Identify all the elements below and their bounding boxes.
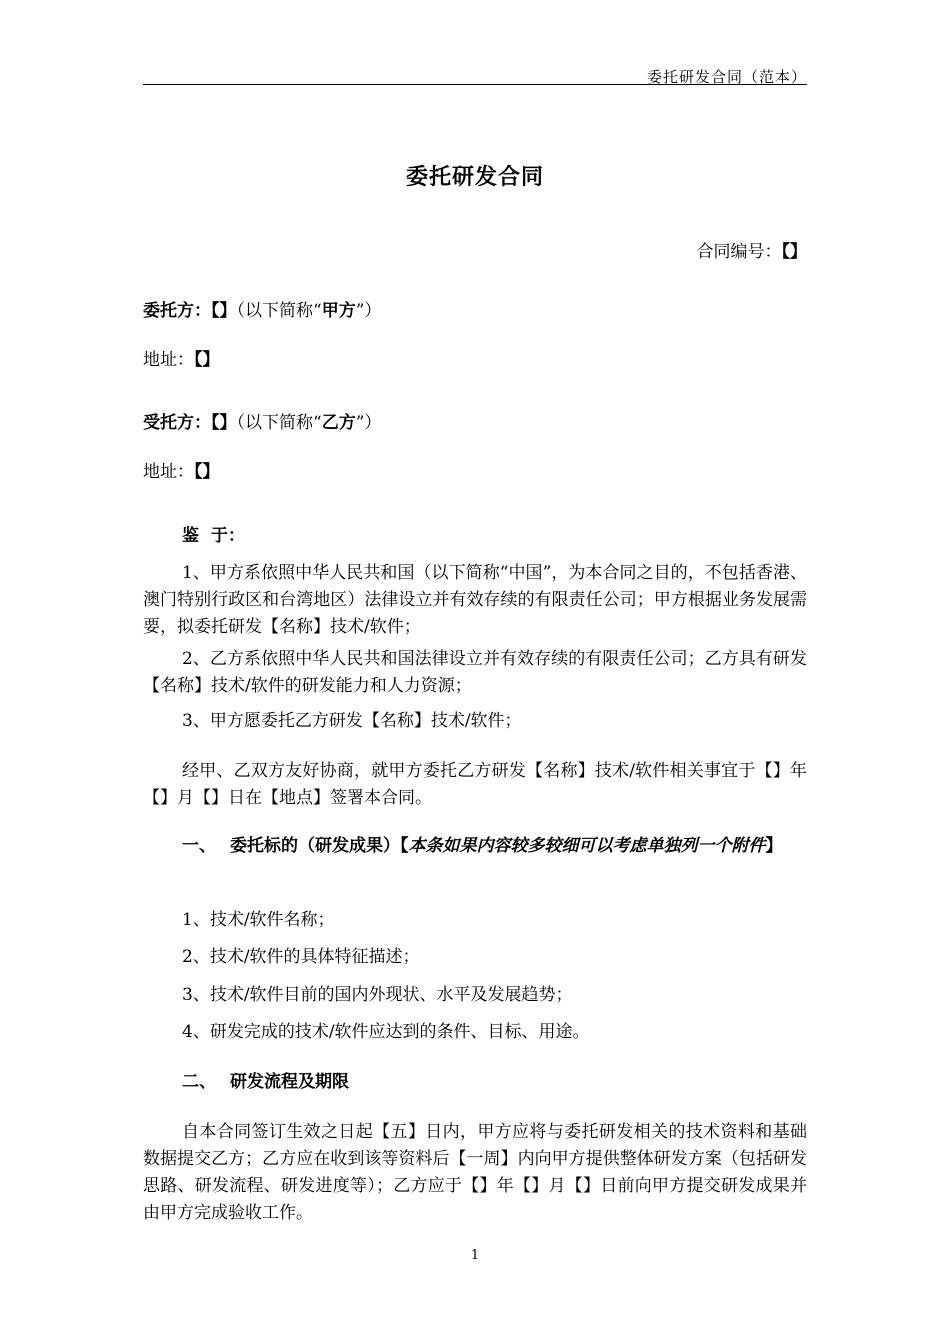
- contractor-address: [143, 459, 807, 485]
- section-1-item-2: 2、技术/软件的具体特征描述；: [182, 947, 420, 967]
- client-address: [143, 347, 807, 373]
- page-number: 1: [470, 1248, 480, 1263]
- agreement-paragraph: 经甲、乙双方友好协商，就甲方委托乙方研发【名称】技术/软件相关事宜于【】年【】月【】日在【地点】签署本合同。: [143, 761, 807, 808]
- contractor-blank: 【】: [211, 413, 237, 433]
- section-2-number: 二、: [182, 1072, 216, 1092]
- client-alias-post: ”）: [355, 301, 382, 321]
- whereas-heading: 鉴 于：: [182, 526, 245, 546]
- whereas-item-2: 2、乙方系依照中华人民共和国法律设立并有效存续的有限责任公司；乙方具有研发【名称】技术/软件的研发能力和人力资源；: [143, 649, 807, 696]
- client-address-blank: 【】: [194, 350, 220, 370]
- section-1-title: 委托标的（研发成果）: [230, 836, 400, 856]
- section-1-item-3: 3、技术/软件目前的国内外现状、水平及发展趋势；: [182, 985, 573, 1005]
- document-title: 委托研发合同: [405, 164, 544, 190]
- contractor-label: 受托方：: [143, 413, 211, 433]
- contract-number: [697, 237, 808, 262]
- contract-number-blank: 【】: [781, 242, 807, 262]
- section-1-note-close: 】: [765, 836, 783, 856]
- client-line: [143, 298, 807, 324]
- header-divider: [143, 84, 807, 85]
- contractor-address-label: 地址：: [143, 462, 194, 482]
- section-1-heading: [143, 833, 807, 860]
- client-address-label: 地址：: [143, 350, 194, 370]
- whereas-item-1: 1、甲方系依照中华人民共和国（以下简称“中国”，为本合同之目的，不包括香港、澳门特别行政区和台湾地区）法律设立并有效存续的有限责任公司；甲方根据业务发展需要，拟委托研发【名称】技术/软件；: [143, 563, 807, 637]
- client-blank: 【】: [211, 301, 237, 321]
- section-1-number: 一、: [182, 836, 216, 856]
- contractor-address-blank: 【】: [194, 462, 220, 482]
- client-alias: 甲方: [321, 301, 356, 321]
- section-2-body: 自本合同签订生效之日起【五】日内，甲方应将与委托研发相关的技术资料和基础数据提交乙方；乙方应在收到该等资料后【一周】内向甲方提供整体研发方案（包括研发思路、研发流程、研发进度等）；乙方应于【】年【】月【】日前向甲方提交研发成果并由甲方完成验收工作。: [143, 1122, 807, 1223]
- contractor-alias-post: ”）: [355, 413, 382, 433]
- section-1-item-1: 1、技术/软件名称；: [182, 910, 335, 930]
- contractor-alias: 乙方: [321, 413, 356, 433]
- section-2-title: 研发流程及期限: [230, 1072, 349, 1092]
- client-alias-pre: （以下简称“: [236, 301, 322, 321]
- whereas-item-3: 3、甲方愿委托乙方研发【名称】技术/软件；: [182, 711, 522, 731]
- section-2-heading: [143, 1069, 807, 1096]
- section-1-item-4: 4、研发完成的技术/软件应达到的条件、目标、用途。: [182, 1022, 590, 1042]
- contractor-alias-pre: （以下简称“: [236, 413, 322, 433]
- running-header: 委托研发合同（范本）: [646, 68, 807, 86]
- section-1-note-open: 【: [400, 836, 409, 856]
- client-label: 委托方：: [143, 301, 211, 321]
- contract-number-label: 合同编号：: [696, 242, 782, 262]
- contractor-line: [143, 410, 807, 436]
- section-1-note: 本条如果内容较多较细可以考虑单独列一个附件: [408, 836, 766, 856]
